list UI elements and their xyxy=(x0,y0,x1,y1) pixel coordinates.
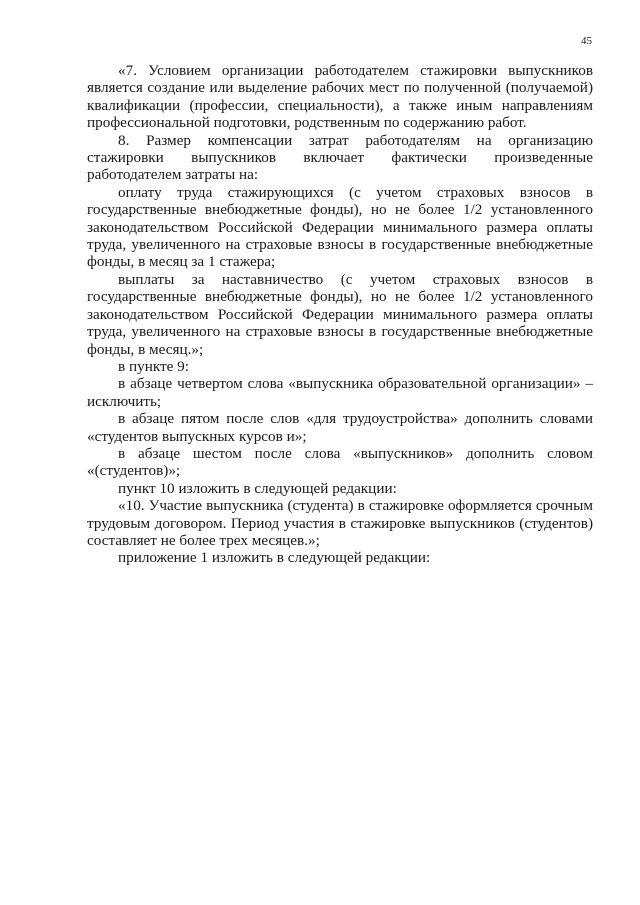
document-body xyxy=(87,62,593,567)
paragraph-item-9-intro: в пункте 9: xyxy=(118,357,189,375)
page-number: 45 xyxy=(581,35,592,47)
paragraph-item-7: «7. Условием организации работодателем стажировки выпускников является создание или выделение рабочих мест по полученной (получаемой) квалификации (профессии, специальности), а также иным направлениям профессиональной подготовки, родственным по содержанию работ. xyxy=(87,62,593,132)
paragraph-item-10-text: «10. Участие выпускника (студента) в стажировке оформляется срочным трудовым договором. Период участия в стажировке выпускников (студентов) составляет не более трех месяцев.»; xyxy=(87,497,593,549)
paragraph-wage-payment: оплату труда стажирующихся (с учетом страховых взносов в государственные внебюджетные фонды), но не более 1/2 установленного законодательством Российской Федерации минимального размера оплаты труда, увеличенного на страховые взносы в государственные внебюджетные фонды, в месяц за 1 стажера; xyxy=(87,183,593,271)
paragraph-subclause-5: в абзаце пятом после слов «для трудоустройства» дополнить словами «студентов выпускных курсов и»; xyxy=(87,410,593,445)
paragraph-subclause-4: в абзаце четвертом слова «выпускника образовательной организации» – исключить; xyxy=(87,375,593,410)
paragraph-appendix-intro: приложение 1 изложить в следующей редакции: xyxy=(118,549,431,567)
paragraph-mentoring-payment: выплаты за наставничество (с учетом страховых взносов в государственные внебюджетные фонды), но не более 1/2 установленного законодательством Российской Федерации минимального размера оплаты труда, увеличенного на страховые взносы в государственные внебюджетные фонды, в месяц.»; xyxy=(87,270,593,358)
paragraph-item-10-intro: пункт 10 изложить в следующей редакции: xyxy=(118,479,397,497)
paragraph-item-8: 8. Размер компенсации затрат работодателям на организацию стажировки выпускников включает фактически произведенные работодателем затраты на: xyxy=(87,131,593,184)
paragraph-subclause-6: в абзаце шестом после слова «выпускников» дополнить словом «(студентов)»; xyxy=(87,444,593,480)
